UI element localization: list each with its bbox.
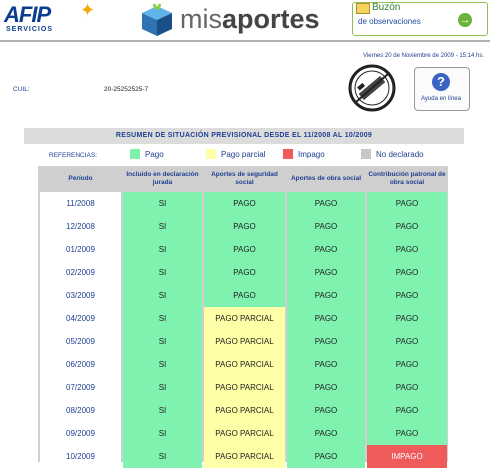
table-cell-status: PAGO PARCIAL bbox=[204, 330, 285, 353]
date-text: Viernes 20 de Noviembre de 2009 - 15:14 hs. bbox=[363, 53, 484, 59]
legend-label: REFERENCIAS: bbox=[49, 152, 98, 159]
table-cell-status: IMPAGO bbox=[367, 445, 447, 468]
cuil-label: CUIL: bbox=[13, 86, 30, 93]
table-cell-status: PAGO PARCIAL bbox=[204, 422, 285, 445]
mis-aportes-box-icon bbox=[140, 2, 174, 38]
table-cell-status: PAGO bbox=[204, 284, 285, 307]
table-cell-status: PAGO bbox=[287, 238, 365, 261]
table-cell-status: PAGO bbox=[204, 192, 285, 215]
table-cell-status: PAGO bbox=[204, 261, 285, 284]
table-cell-periodo: 01/2009 bbox=[40, 238, 121, 261]
star-icon: ✦ bbox=[80, 0, 96, 20]
header-contribucion-patronal: Contribución patronal de obra social bbox=[367, 168, 447, 190]
table-cell-status: PAGO bbox=[367, 307, 447, 330]
table-cell-periodo: 09/2009 bbox=[40, 422, 121, 445]
table-cell-status: SI bbox=[123, 330, 202, 353]
table-cell-periodo: 02/2009 bbox=[40, 261, 121, 284]
table-cell-status: SI bbox=[123, 353, 202, 376]
table-cell-status: PAGO PARCIAL bbox=[204, 307, 285, 330]
table-cell-status: SI bbox=[123, 445, 202, 468]
legend-item-impago: Impago bbox=[298, 150, 325, 159]
table-cell-status: PAGO bbox=[367, 330, 447, 353]
table-cell-status: SI bbox=[123, 192, 202, 215]
envelope-icon bbox=[356, 3, 370, 14]
table-cell-status: SI bbox=[123, 238, 202, 261]
table-cell-status: PAGO bbox=[287, 307, 365, 330]
help-label[interactable]: Ayuda en línea bbox=[421, 96, 461, 102]
table-cell-status: PAGO bbox=[367, 192, 447, 215]
table-cell-periodo: 04/2009 bbox=[40, 307, 121, 330]
table-cell-status: SI bbox=[123, 215, 202, 238]
table-cell-periodo: 08/2009 bbox=[40, 399, 121, 422]
table-cell-status: PAGO PARCIAL bbox=[204, 399, 285, 422]
afip-stamp-icon bbox=[348, 64, 396, 112]
table-cell-status: PAGO bbox=[287, 376, 365, 399]
table-cell-status: PAGO bbox=[287, 353, 365, 376]
arrow-right-icon[interactable]: → bbox=[459, 14, 471, 26]
legend-swatch-pago bbox=[130, 149, 140, 159]
legend-item-pago-parcial: Pago parcial bbox=[221, 150, 266, 159]
afip-logo-subtitle: SERVICIOS bbox=[6, 26, 53, 33]
table-cell-status: PAGO bbox=[287, 422, 365, 445]
table-cell-periodo: 07/2009 bbox=[40, 376, 121, 399]
header-periodo: Período bbox=[40, 168, 121, 190]
table-cell-status: PAGO bbox=[367, 215, 447, 238]
table-cell-status: SI bbox=[123, 422, 202, 445]
table-cell-status: PAGO bbox=[367, 353, 447, 376]
table-cell-periodo: 11/2008 bbox=[40, 192, 121, 215]
table-cell-status: PAGO bbox=[367, 422, 447, 445]
table-cell-status: SI bbox=[123, 284, 202, 307]
table-cell-status: SI bbox=[123, 376, 202, 399]
header-aportes-obra-social: Aportes de obra social bbox=[287, 168, 365, 190]
table-cell-periodo: 05/2009 bbox=[40, 330, 121, 353]
table-cell-status: PAGO bbox=[367, 284, 447, 307]
afip-logo[interactable]: AFIP bbox=[4, 2, 51, 27]
table-cell-status: PAGO bbox=[204, 215, 285, 238]
legend-swatch-impago bbox=[283, 149, 293, 159]
table-cell-status: PAGO bbox=[287, 445, 365, 468]
table-cell-status: SI bbox=[123, 399, 202, 422]
table-cell-status: PAGO bbox=[204, 238, 285, 261]
buzon-title: Buzón bbox=[372, 2, 401, 13]
table-cell-status: PAGO PARCIAL bbox=[204, 445, 285, 468]
header-divider bbox=[0, 40, 490, 42]
cuil-value: 20-25252525-7 bbox=[104, 86, 149, 93]
table-cell-status: PAGO bbox=[367, 238, 447, 261]
mis-aportes-logo bbox=[180, 4, 320, 35]
buzon-subtitle: de observaciones bbox=[358, 17, 421, 26]
table-cell-status: PAGO bbox=[367, 399, 447, 422]
summary-title: RESUMEN DE SITUACIÓN PREVISIONAL DESDE EL 11/2008 AL 10/2009 bbox=[115, 132, 373, 139]
table-cell-status: PAGO bbox=[287, 215, 365, 238]
table-cell-periodo: 10/2009 bbox=[40, 445, 121, 468]
legend-item-no-declarado: No declarado bbox=[376, 150, 424, 159]
table-cell-status: PAGO bbox=[287, 192, 365, 215]
table-cell-status: PAGO PARCIAL bbox=[204, 353, 285, 376]
table-cell-status: PAGO bbox=[367, 261, 447, 284]
table-cell-periodo: 12/2008 bbox=[40, 215, 121, 238]
table-cell-status: PAGO bbox=[287, 261, 365, 284]
table-cell-status: PAGO bbox=[287, 399, 365, 422]
legend-swatch-no-declarado bbox=[361, 149, 371, 159]
legend-swatch-pago-parcial bbox=[206, 149, 216, 159]
mis-aportes-suffix: aportes bbox=[222, 4, 320, 34]
legend-item-pago: Pago bbox=[145, 150, 164, 159]
header-aportes-seguridad: Aportes de seguridad social bbox=[204, 168, 285, 190]
table-cell-status: PAGO bbox=[287, 284, 365, 307]
table-cell-status: PAGO bbox=[287, 330, 365, 353]
table-cell-status: PAGO PARCIAL bbox=[204, 376, 285, 399]
header-declaracion-jurada: Incluido en declaración jurada bbox=[123, 168, 202, 190]
table-cell-status: SI bbox=[123, 261, 202, 284]
help-icon[interactable]: ? bbox=[432, 73, 450, 91]
table-cell-periodo: 03/2009 bbox=[40, 284, 121, 307]
table-cell-status: SI bbox=[123, 307, 202, 330]
mis-aportes-prefix: mis bbox=[180, 4, 222, 34]
table-cell-status: PAGO bbox=[367, 376, 447, 399]
table-cell-periodo: 06/2009 bbox=[40, 353, 121, 376]
